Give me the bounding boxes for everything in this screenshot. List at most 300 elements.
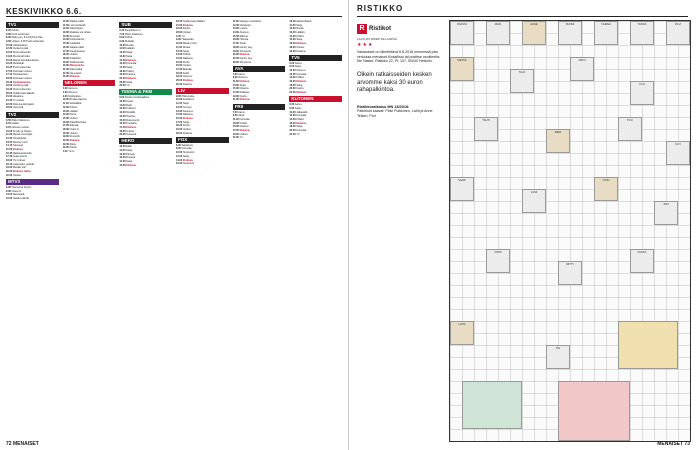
program-title: Draama. — [126, 73, 136, 77]
program-time: 16.00 — [119, 122, 127, 126]
program-entry — [6, 99, 59, 102]
program-entry — [119, 164, 172, 167]
program-entry — [176, 46, 229, 49]
program-entry — [6, 103, 59, 106]
program-entry — [63, 128, 116, 131]
program-title: Salaiset äidit. — [69, 20, 85, 23]
program-entry — [6, 92, 59, 95]
program-title: Pikku puu. 8.10 Ryhmä Hau. — [11, 36, 44, 40]
program-entry — [63, 117, 116, 120]
program-time: 10.00 — [6, 129, 13, 133]
program-time: 14.00 — [289, 76, 297, 80]
page-number: 72 — [6, 441, 12, 447]
program-time: 14.00 — [119, 160, 127, 164]
program-time: 21.00 — [62, 67, 70, 71]
program-entry — [176, 102, 229, 105]
program-title: Kymppiuutiset. — [12, 80, 32, 84]
program-title: Uutiset. — [12, 173, 22, 177]
program-time: 13.00 — [6, 193, 13, 197]
channel-header: AVA — [233, 66, 286, 72]
program-entry — [176, 162, 229, 165]
program-time: 18.30 — [6, 80, 13, 84]
program-title: Luonto. — [239, 27, 248, 31]
program-entry — [233, 57, 286, 60]
program-title: Puoli seitsemän. — [12, 65, 32, 69]
program-title: Ruoka-ohjelma. — [69, 98, 88, 102]
program-title: Kauppareissu. — [69, 49, 86, 53]
program-title: Salaiset äidit. — [69, 45, 85, 49]
program-time: 16.00 — [289, 80, 297, 84]
program-entry — [119, 115, 172, 118]
program-entry — [119, 33, 172, 36]
program-title: Yö-tv. — [68, 150, 75, 154]
program-title: Yö. — [181, 34, 186, 38]
program-time: 19.00 — [62, 131, 70, 135]
program-time: 10.00 — [176, 151, 183, 155]
program-entry — [63, 98, 116, 101]
program-entry — [289, 84, 342, 87]
program-entry — [119, 111, 172, 114]
program-time: 11.00 — [289, 23, 297, 27]
crossword-clue: VIRTA — [486, 249, 510, 273]
program-title: Yö. — [239, 136, 244, 140]
program-time: 23.00 — [62, 75, 70, 79]
listing-columns — [6, 20, 342, 436]
program-time: 14.30 — [119, 58, 127, 62]
program-title: Kulttuuri. — [126, 107, 137, 111]
program-time: 8.00 — [176, 147, 182, 151]
program-entry — [119, 84, 172, 87]
program-time: 15.00 — [289, 38, 297, 42]
program-time: 12.00 — [176, 154, 183, 158]
program-entry — [176, 151, 229, 154]
program-entry — [289, 114, 342, 117]
program-entry — [176, 72, 229, 75]
program-time: 17.30 — [6, 155, 13, 159]
program-time: 10.05 — [119, 145, 127, 149]
program-title: Elokuva. — [126, 163, 137, 167]
program-title: Elokuva. — [239, 53, 250, 57]
program-time: 9.00 — [176, 94, 182, 98]
channel-header: TV1 — [6, 22, 59, 28]
program-title: Rakkaus. — [182, 113, 194, 117]
program-entry — [289, 24, 342, 27]
crossword-clue: PILVI — [666, 21, 690, 45]
program-title: Elokuva: Hattu. — [12, 170, 32, 174]
program-time: 11.00 — [119, 149, 127, 153]
program-entry — [63, 24, 116, 27]
program-time: 11.30 — [232, 20, 240, 23]
program-time: 18.30 — [119, 69, 127, 73]
program-title: Piirretty. — [126, 152, 136, 156]
program-time: 10.00 — [62, 98, 70, 102]
program-time: 6.00 — [62, 87, 69, 91]
program-entry — [63, 150, 116, 153]
program-title: Sarja. — [126, 149, 133, 153]
program-time: 9.00 — [62, 94, 69, 98]
program-entry — [233, 133, 286, 136]
program-time: 12.30 — [6, 136, 13, 140]
program-title: Rakkaus. — [182, 56, 194, 60]
program-time: 18.30 — [62, 56, 70, 60]
program-entry — [233, 118, 286, 121]
program-time: 10.00 — [289, 68, 297, 72]
program-entry — [6, 44, 59, 47]
program-entry — [63, 68, 116, 71]
program-time: 18.00 — [289, 83, 297, 87]
program-entry — [63, 124, 116, 127]
program-time: 15.00 — [62, 116, 70, 120]
program-title: Elokuva. — [126, 125, 137, 129]
program-time: 6.25 — [6, 29, 12, 32]
program-title: Uutiset ja sää. — [12, 47, 29, 51]
program-time: 15.00 — [6, 148, 13, 152]
program-time: 12.30 — [119, 51, 127, 55]
program-title: Sydänmaan lääkäri. — [12, 91, 36, 95]
program-time: 8.00 — [289, 65, 295, 69]
program-time: 20.00 — [289, 87, 297, 91]
program-title: Ostos-tv. — [11, 189, 22, 193]
program-entry — [63, 135, 116, 138]
program-time: 18.00 — [176, 71, 183, 75]
program-entry — [289, 76, 342, 79]
program-title: Sarja. — [182, 102, 190, 106]
program-title: Uusi kylä. — [12, 106, 24, 110]
program-time: 20.00 — [119, 133, 127, 137]
program-title: Puoli seitsemän. — [12, 88, 32, 91]
program-time: 10.00 — [119, 100, 127, 104]
program-time: 17.00 — [176, 120, 183, 124]
program-entry — [63, 20, 116, 23]
program-entry — [176, 110, 229, 113]
program-time: 21.00 — [6, 95, 13, 99]
program-entry — [233, 136, 286, 139]
program-entry — [119, 130, 172, 133]
program-entry — [119, 73, 172, 76]
program-time: 16.00 — [176, 64, 183, 68]
program-entry — [119, 96, 172, 99]
program-time: 20.30 — [119, 76, 127, 80]
program-time: 14.00 — [289, 117, 297, 121]
crossword-clue: MERI — [546, 129, 570, 153]
program-time: 12.30 — [6, 47, 13, 51]
program-time: 8.00 — [62, 91, 69, 95]
program-title: Urheiluhetki. — [12, 136, 27, 140]
channel-header: MTV3 — [6, 179, 59, 185]
program-entry — [233, 76, 286, 79]
program-time: 15.00 — [232, 87, 240, 91]
program-time: 19.00 — [6, 166, 13, 170]
program-title: Uutiset. — [69, 53, 79, 57]
program-time: 18.00 — [232, 45, 240, 49]
program-title: Yle Uutiset. — [12, 159, 26, 163]
program-title: Remontti. — [69, 135, 81, 139]
program-entry — [119, 59, 172, 62]
crossword-clue: TAIVAS — [630, 21, 654, 45]
program-title: Dokumentti. — [126, 118, 140, 122]
program-time: 12.00 — [119, 107, 127, 111]
program-time: 22.30 — [119, 80, 127, 84]
program-time: 0.00 — [62, 150, 69, 154]
program-time: 22.00 — [232, 56, 240, 60]
program-title: Lääkäri. — [69, 109, 79, 113]
program-title: Kauneus. — [182, 109, 194, 113]
program-title: Poliisit. — [296, 34, 305, 38]
program-title: Puoli seitsemän. — [11, 32, 30, 36]
program-time: 19.00 — [232, 132, 240, 136]
program-time: 13.00 — [232, 83, 240, 87]
program-time: 7.00 — [119, 32, 125, 36]
program-time: 12.00 — [176, 105, 183, 109]
program-time: 17.30 — [119, 65, 127, 69]
program-entry — [119, 149, 172, 152]
program-title: Meidän koti. — [12, 166, 27, 170]
program-time: 6.00 — [289, 61, 295, 65]
program-entry — [6, 152, 59, 155]
program-entry — [6, 88, 59, 91]
program-title: Ruoka. — [126, 43, 135, 47]
program-title: Draama. — [182, 82, 193, 86]
program-time: 14.00 — [176, 56, 183, 60]
program-time: 17.00 — [176, 67, 183, 71]
program-time: 14.00 — [232, 31, 240, 35]
program-time: 12.00 — [176, 49, 183, 53]
crossword-clue: JÄRVI — [570, 57, 594, 81]
program-title: Haapasalo. — [181, 38, 195, 42]
program-title: Yö. — [296, 132, 301, 136]
program-title: Simpsonit. — [239, 60, 252, 64]
program-title: Rakkaus vai rahaa. — [69, 31, 92, 35]
program-title: Elokuva. — [182, 116, 194, 120]
crossword-clue: PÄÄSTÄ — [450, 21, 474, 45]
program-entry — [233, 80, 286, 83]
program-title: Avaruus. — [239, 31, 250, 35]
program-title: Kotimaan uutiset. — [12, 76, 33, 80]
program-title: Kauhu. — [69, 146, 78, 150]
program-title: Eläimet. — [239, 34, 249, 38]
program-entry — [176, 68, 229, 71]
program-time: 13.00 — [176, 109, 183, 113]
program-title: Komedia. — [126, 62, 137, 66]
program-time: 22.00 — [289, 132, 297, 136]
program-time: 6.40 — [119, 29, 125, 32]
program-title: Ilta-uutiset. — [69, 71, 82, 75]
program-entry — [6, 137, 59, 140]
difficulty-stars: ★★★ — [357, 41, 374, 48]
program-title: Sarja. — [182, 154, 190, 158]
program-entry — [233, 111, 286, 114]
program-title: Kaupallinen tv. — [124, 29, 142, 32]
program-time: 12.00 — [119, 152, 127, 156]
program-entry — [233, 91, 286, 94]
program-entry — [176, 24, 229, 27]
program-entry — [176, 20, 229, 23]
program-title: Sydänmaan lääkäri. — [182, 20, 206, 23]
program-entry — [119, 81, 172, 84]
channel-header: LIV — [176, 88, 229, 94]
channel-header: FOX — [176, 137, 229, 143]
program-entry — [119, 62, 172, 65]
program-title: Terveys. — [182, 105, 193, 109]
program-title: Komedia. — [296, 114, 307, 118]
program-entry — [119, 153, 172, 156]
program-entry — [233, 125, 286, 128]
program-entry — [63, 38, 116, 41]
program-title: Ruoka. — [182, 45, 191, 49]
program-entry — [176, 83, 229, 86]
program-time: 15.00 — [119, 163, 127, 167]
program-entry — [63, 95, 116, 98]
program-entry — [6, 159, 59, 162]
program-title: Elämää. — [69, 124, 79, 128]
program-time: 19.00 — [232, 94, 240, 98]
program-title: Kotimaan uutiset. — [12, 69, 33, 73]
program-title: Uutiset. — [69, 131, 79, 135]
program-entry — [6, 36, 59, 39]
program-entry — [119, 29, 172, 32]
program-entry — [289, 111, 342, 114]
program-title: Metsien kuningas. — [12, 133, 33, 137]
program-entry — [6, 95, 59, 98]
program-title: Uutiset ja sää. — [12, 84, 29, 88]
program-title: Puutarha. — [126, 122, 138, 126]
program-title: Pieniä tarinoita. — [12, 54, 31, 58]
program-entry — [119, 156, 172, 159]
crossword-clue: TÄHTI — [474, 117, 498, 141]
program-entry — [6, 84, 59, 87]
program-entry — [6, 186, 59, 189]
listing-column — [176, 20, 229, 436]
program-title: Pikku Kakkonen. — [124, 32, 144, 36]
program-title: Lääkäri. — [126, 47, 136, 51]
program-time: 15.30 — [62, 42, 70, 46]
program-entry — [119, 44, 172, 47]
program-time: 13.00 — [232, 27, 240, 31]
program-entry — [176, 124, 229, 127]
program-time: 12.00 — [232, 23, 240, 27]
crossword-clue: MÄKI — [486, 21, 510, 45]
program-time: 7.00 — [232, 110, 239, 114]
program-time: 6.00 — [289, 103, 295, 107]
program-entry — [119, 100, 172, 103]
program-entry — [63, 72, 116, 75]
crossword-grid[interactable] — [449, 20, 691, 442]
program-time: 20.00 — [176, 131, 183, 135]
program-title: Rakkaus. — [239, 91, 251, 95]
program-entry — [176, 31, 229, 34]
program-entry — [289, 103, 342, 106]
program-time: 8.10 — [6, 122, 12, 126]
program-title: Rikospoliisi. — [69, 64, 85, 68]
crossword-info — [357, 24, 443, 119]
program-entry — [233, 20, 286, 23]
program-time: 12.00 — [289, 72, 297, 76]
crossword-clue: AHNE — [522, 21, 546, 45]
program-entry — [233, 98, 286, 101]
crossword-clue: NIITTY — [558, 261, 582, 285]
program-time: 16.00 — [6, 62, 13, 66]
program-time: 19.00 — [119, 129, 127, 133]
program-title: Uutiset. — [69, 116, 79, 120]
program-time: 0.00 — [176, 34, 182, 38]
winners-title: Ristikkoratkaisu MN 18/2018: — [357, 104, 410, 109]
program-title: Aamu. — [238, 110, 246, 114]
program-title: Elokuva. — [126, 58, 137, 62]
program-time: 22.00 — [62, 142, 70, 146]
program-entry — [119, 126, 172, 129]
program-entry — [63, 31, 116, 34]
program-entry — [233, 73, 286, 76]
program-title: Musiikki. — [126, 111, 136, 115]
program-time: 6.30 — [6, 32, 12, 36]
program-time: 10.00 — [6, 43, 13, 47]
program-title: Ruoka. — [296, 27, 305, 31]
program-time: 9.00 — [176, 38, 182, 42]
program-entry — [6, 51, 59, 54]
program-time: 17.00 — [6, 69, 13, 73]
program-entry — [6, 190, 59, 193]
program-time: 22.00 — [176, 82, 183, 86]
program-title: Perhe. — [182, 124, 191, 128]
program-title: Yö. — [126, 84, 131, 88]
program-title: Sarja. — [126, 80, 133, 84]
program-time: 9.00 — [232, 76, 239, 80]
program-title: Simpsonit. — [239, 49, 252, 53]
program-title: Ostos-tv. — [182, 75, 193, 79]
program-title: Komedia. — [239, 117, 251, 121]
program-entry — [289, 122, 342, 125]
program-time: 19.50 — [176, 20, 183, 23]
program-time: 10.00 — [62, 20, 70, 23]
program-title: Sarja. — [296, 38, 303, 42]
program-time: 23.00 — [62, 146, 70, 150]
program-title: Perhe. — [182, 60, 191, 64]
program-title: Ruotsin kuninkaalliset. — [124, 96, 150, 100]
program-entry — [289, 73, 342, 76]
program-entry — [176, 95, 229, 98]
program-time: 16.45 — [6, 151, 13, 155]
program-entry — [289, 118, 342, 121]
crossword-clue: TALO — [510, 69, 534, 93]
program-entry — [6, 62, 59, 65]
program-time: 16.00 — [6, 197, 13, 200]
program-time: 18.00 — [62, 53, 70, 57]
program-time: 18.00 — [289, 125, 297, 129]
program-title: Master Chef. — [182, 42, 198, 46]
program-title: Tv-uutiset. — [12, 99, 25, 103]
program-time: 12.00 — [62, 105, 70, 109]
program-time: 11.00 — [62, 23, 70, 27]
program-entry — [233, 84, 286, 87]
program-entry — [119, 104, 172, 107]
program-entry — [233, 95, 286, 98]
program-time: 22.20 — [6, 173, 13, 177]
crossword-clue: KUKKA — [630, 249, 654, 273]
intro-text: Vastaukset on lähetettävä 6.6.2018 mennessä joko verkossa menaiset.fi/osallistu tai postitse osoitteella: Me Naiset, Ristikko 22, PL 107, 00040 Helsinki. — [357, 50, 441, 64]
program-title: Komedia. — [296, 129, 307, 132]
listing-column — [119, 20, 172, 436]
program-entry — [63, 139, 116, 142]
program-entry — [176, 64, 229, 67]
winners-text: Palkinnot saavat: Päivi Pulkkinen, Lahti ja Anne Telkeri, Pori — [357, 109, 433, 118]
program-title: Sarja. — [296, 125, 303, 129]
program-entry — [233, 27, 286, 30]
program-title: Uutiset. — [182, 64, 192, 68]
program-time: 20.00 — [62, 64, 70, 68]
program-time: 8.00 — [119, 36, 125, 40]
program-entry — [289, 65, 342, 68]
picture-clue — [558, 381, 630, 441]
